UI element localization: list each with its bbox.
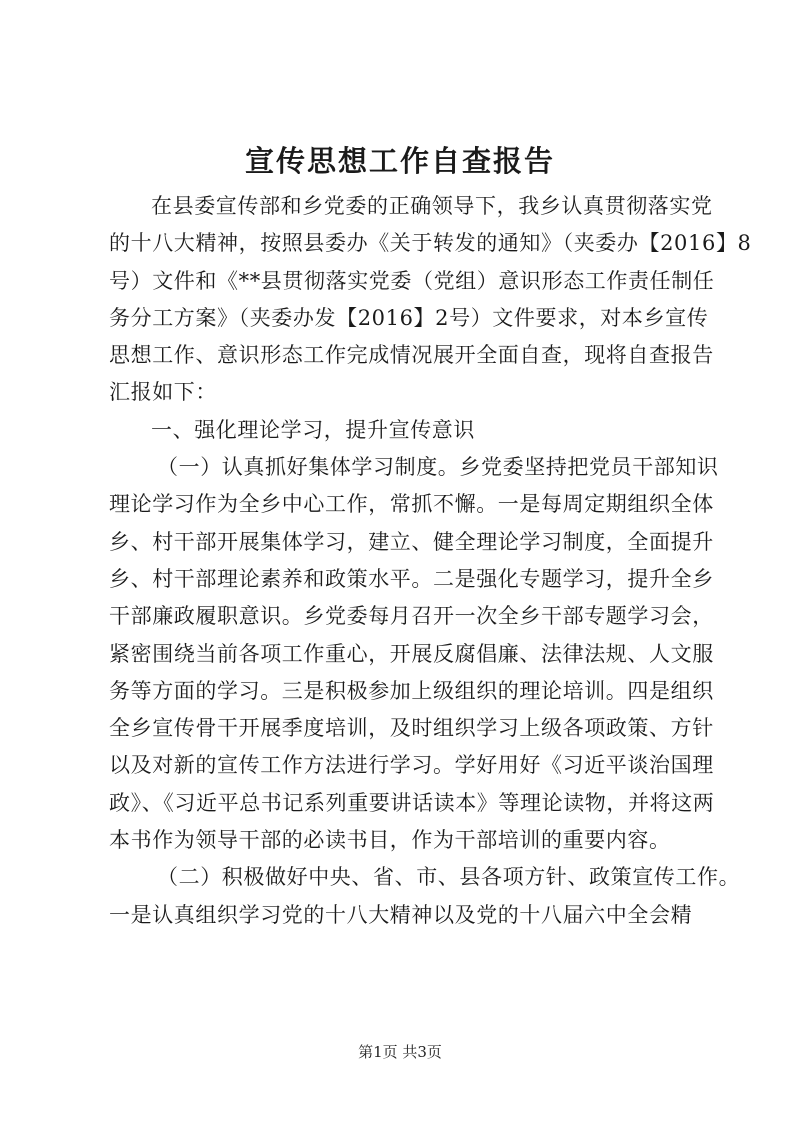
paragraph-line: 的十八大精神，按照县委办《关于转发的通知》（夹委办【2016】8 bbox=[109, 231, 752, 256]
paragraph-line: 一是认真组织学习党的十八大精神以及党的十八届六中全会精 bbox=[109, 902, 693, 927]
paragraph-line: 紧密围绕当前各项工作重心，开展反腐倡廉、法律法规、人文服 bbox=[109, 641, 714, 666]
paragraph-line: 务分工方案》（夹委办发【2016】2号）文件要求，对本乡宣传 bbox=[109, 305, 709, 330]
paragraph-line: 政》、《习近平总书记系列重要讲话读本》等理论读物，并将这两 bbox=[109, 790, 715, 815]
paragraph-line: 乡、村干部理论素养和政策水平。二是强化专题学习，提升全乡 bbox=[109, 566, 714, 591]
paragraph-line: 干部廉政履职意识。乡党委每月召开一次全乡干部专题学习会， bbox=[109, 604, 714, 629]
paragraph-line: 全乡宣传骨干开展季度培训，及时组织学习上级各项政策、方针 bbox=[109, 716, 714, 741]
paragraph-line: 思想工作、意识形态工作完成情况展开全面自查，现将自查报告 bbox=[109, 343, 714, 368]
paragraph-line: 以及对新的宣传工作方法进行学习。学好用好《习近平谈治国理 bbox=[109, 753, 714, 778]
document-body bbox=[109, 188, 752, 934]
subsection-heading-line: （一）认真抓好集体学习制度。乡党委坚持把党员干部知识 bbox=[157, 455, 719, 480]
page-title: 宣传思想工作自查报告 bbox=[244, 144, 555, 178]
section-heading: 一、强化理论学习，提升宣传意识 bbox=[151, 417, 475, 442]
paragraph-line: 汇报如下： bbox=[109, 380, 217, 405]
paragraph-line: 乡、村干部开展集体学习，建立、健全理论学习制度，全面提升 bbox=[109, 529, 714, 554]
paragraph-line: 本书作为领导干部的必读书目，作为干部培训的重要内容。 bbox=[109, 828, 671, 853]
page-number-footer: 第1页 共3页 bbox=[358, 1043, 442, 1061]
subsection-heading-line: （二）积极做好中央、省、市、县各项方针、政策宣传工作。 bbox=[157, 865, 741, 890]
paragraph-line: 在县委宣传部和乡党委的正确领导下，我乡认真贯彻落实党 bbox=[151, 194, 713, 218]
paragraph-line: 务等方面的学习。三是积极参加上级组织的理论培训。四是组织 bbox=[109, 678, 714, 703]
paragraph-line: 理论学习作为全乡中心工作，常抓不懈。一是每周定期组织全体 bbox=[109, 492, 714, 517]
paragraph-line: 号）文件和《**县贯彻落实党委（党组）意识形态工作责任制任 bbox=[109, 268, 715, 293]
